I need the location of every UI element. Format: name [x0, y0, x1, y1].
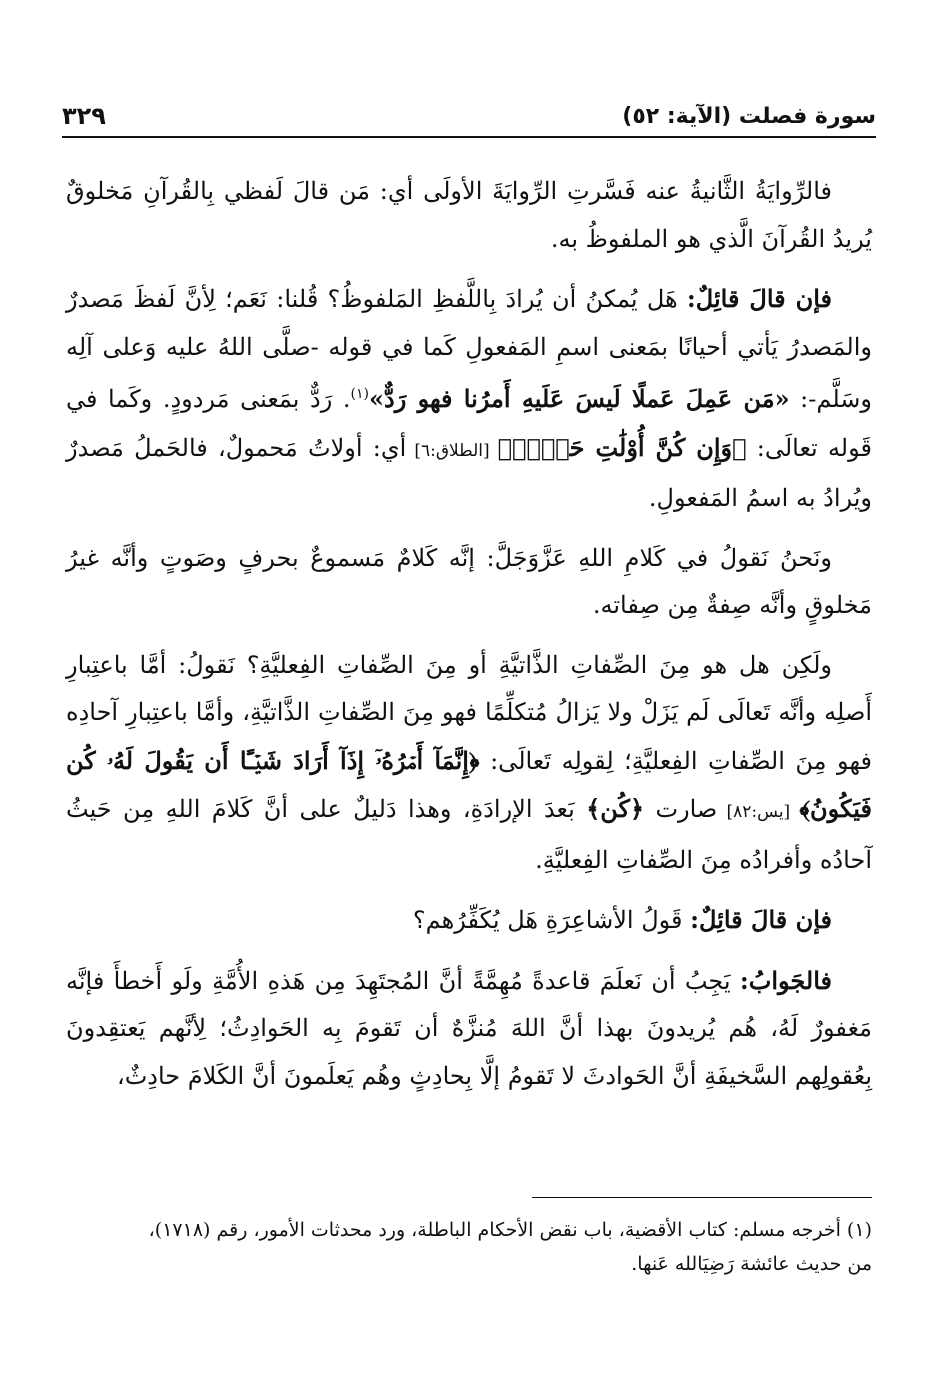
footnote-marker: (١) — [350, 386, 369, 402]
quran-verse-talaq: ﴿وَإِن كُنَّ أُوْلَٰتِ حَمۡلٖ﴾ — [497, 432, 747, 462]
paragraph-5-text: قَولُ الأشاعِرَةِ هَل يُكَفِّرُهم؟ — [412, 906, 691, 934]
paragraph-2-text-a: هَل يُمكنُ أن يُرادَ بِاللَّفظِ المَلفوظُ؟ قُلنا: نَعَم؛ لِأنَّ لَفظَ مَصدرٌ والمَصدرُ يَأتي أحيانًا بمَعنى اسمِ المَفعولِ كَما في قوله -صلَّى اللهُ عليه وَعلى آلِه وسَلَّم-: — [66, 285, 872, 413]
paragraph-4 — [66, 642, 872, 885]
surah-title: سورة فصلت (الآية: ٥٢) — [622, 103, 876, 129]
footnote-divider — [532, 1197, 872, 1198]
footnote-line-2: من حديث عائشة رَضِيَالله عَنها. — [631, 1253, 872, 1275]
verse-reference-talaq: [الطلاق:٦] — [406, 440, 498, 461]
main-text — [66, 168, 872, 1112]
quran-word-kun: ﴿كُن﴾ — [586, 794, 645, 823]
paragraph-3 — [66, 535, 872, 630]
paragraph-1-text: فالرِّوايَةُ الثَّانيةُ عنه فَسَّرتِ الرِّوايَةَ الأولَى أي: مَن قالَ لَفظي بِالقُرآنِ مَخلوقٌ يُريدُ القُرآنَ الَّذي هو الملفوظُ به. — [66, 177, 872, 253]
footnote-line-1: (١) أخرجه مسلم: كتاب الأقضية، باب نقض الأحكام الباطلة، ورد محدثات الأمور، رقم (١٧١٨)، — [148, 1219, 872, 1241]
hadith-quote: «مَن عَمِلَ عَملًا لَيسَ عَلَيهِ أَمرُنا فهو رَدٌّ» — [369, 384, 790, 413]
paragraph-3-text: ونَحنُ نَقولُ في كَلامِ اللهِ عَزَّوَجَلَّ: إنَّه كَلامٌ مَسموعٌ بحرفٍ وصَوتٍ وأنَّه غيرُ مَخلوقٍ وأنَّه صِفةٌ مِن صِفاته. — [66, 543, 872, 619]
paragraph-4-text-b: صارت — [644, 795, 718, 823]
objection-lead-2: فإن قالَ قائِلٌ: — [690, 905, 832, 934]
paragraph-2 — [66, 275, 872, 523]
paragraph-6-text: يَجِبُ أن نَعلَمَ قاعدةً مُهِمَّةً أنَّ المُجتَهِدَ مِن هَذهِ الأُمَّةِ ولَو أَخطأَ فإنَّه مَغفورٌ لَهُ، هُم يُريدونَ بهذا أنَّ اللهَ مُنزَّهٌ أن تَقومَ بِه الحَوادِثُ؛ لِأنَّهم يَعتقِدونَ بِعُقولِهم السَّخيفَةِ أنَّ الحَوادثَ لا تَقومُ إلَّا بِحادِثٍ وهُم يَعلَمونَ أنَّ الكَلامَ حادِثٌ، — [66, 966, 872, 1090]
page-number: ٣٢٩ — [62, 102, 106, 130]
paragraph-2-text-c: أي: أولاتُ مَحمولٌ، فالحَملُ مَصدرٌ ويُرادُ به اسمُ المَفعولِ. — [66, 433, 872, 512]
paragraph-5 — [66, 896, 872, 945]
paragraph-2-text-b: . رَدٌّ بمَعنى مَردودٍ. وكَما في قَوله تعالَى: — [66, 385, 872, 462]
paragraph-6 — [66, 957, 872, 1101]
running-header — [62, 98, 876, 134]
footnote — [66, 1213, 872, 1281]
quran-verse-yasin: ﴿إِنَّمَآ أَمۡرُهُۥٓ إِذَآ أَرَادَ شَيۡـًٔا أَن يَقُولَ لَهُۥ كُن فَيَكُونُ﴾ — [66, 745, 872, 823]
answer-lead: فالجَوابُ: — [739, 965, 833, 995]
verse-reference-yasin: [يس:٨٢] — [717, 802, 800, 822]
paragraph-4-text-a: ولَكِن هل هو مِنَ الصِّفاتِ الذَّاتيَّةِ أو مِنَ الصِّفاتِ الفِعليَّةِ؟ نَقولُ: أمَّا باعتِبارِ أَصلِه وأنَّه تَعالَى لَم يَزَلْ ولا يَزالُ مُتكلِّمًا فهو مِنَ الصِّفاتِ الذَّاتيَّةِ، وأمَّا باعتِبارِ آحادِه فهو مِنَ الصِّفاتِ الفِعليَّةِ؛ لِقولِه تَعالَى: — [66, 650, 872, 775]
header-divider — [62, 136, 876, 138]
paragraph-4-text-c: بَعدَ الإرادَةِ، وهذا دَليلٌ على أنَّ كَلامَ اللهِ مِن حَيثُ آحادُه وأفرادُه مِنَ الصِّفاتِ الفِعليَّةِ. — [66, 795, 872, 874]
paragraph-1 — [66, 168, 872, 263]
objection-lead: فإن قالَ قائِلٌ: — [686, 284, 832, 313]
